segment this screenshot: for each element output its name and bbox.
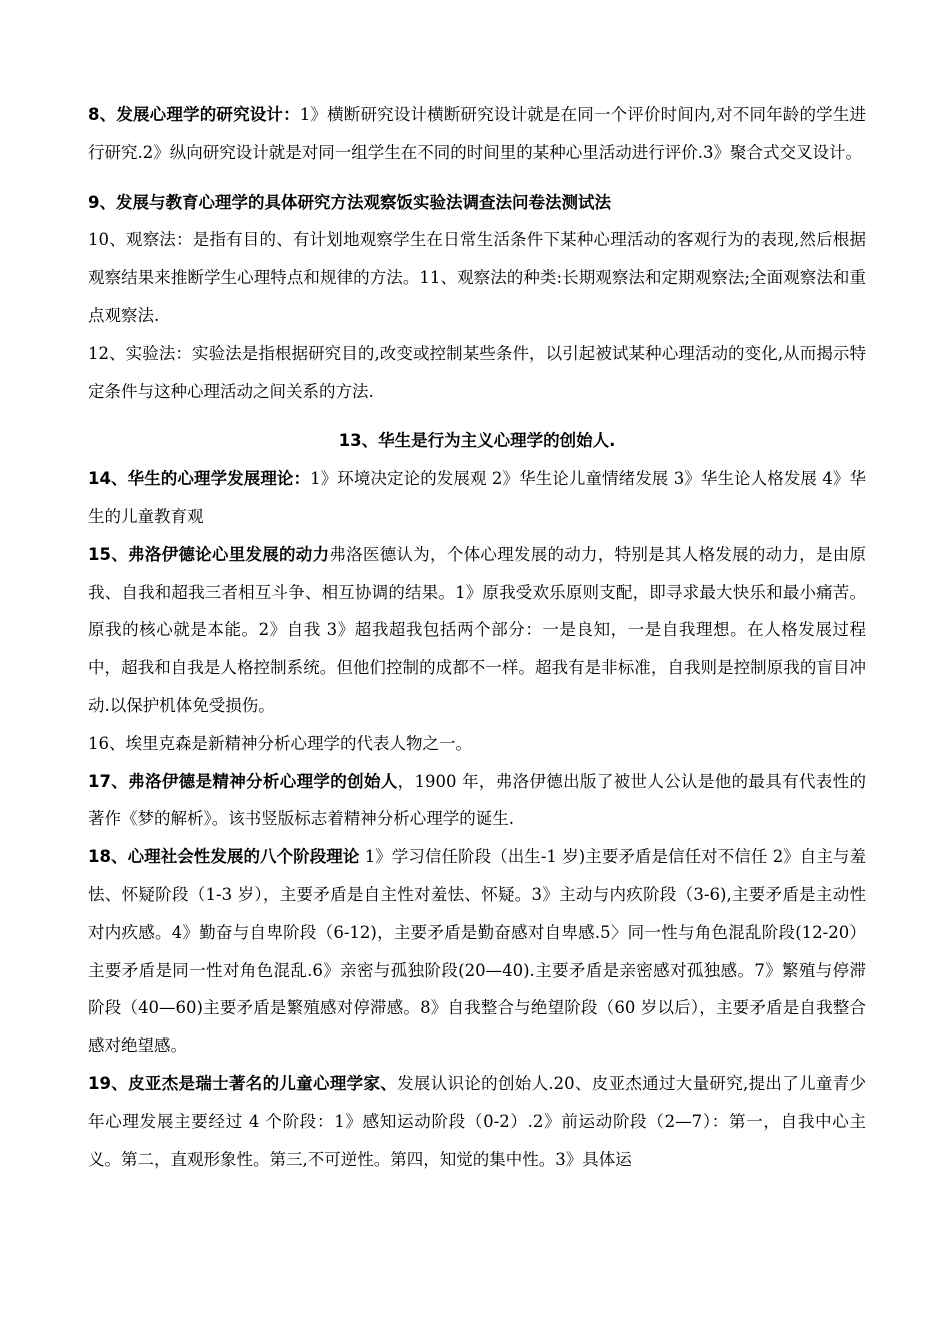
paragraph-10-body: 10、观察法：是指有目的、有计划地观察学生在日常生活条件下某种心理活动的客观行为的表现,然后根据观察结果来推断学生心理特点和规律的方法。11、观察法的种类:长期观察法和定期观察法;全面观察法和重点观察法. (88, 230, 866, 325)
document-page (88, 96, 866, 1178)
paragraph-19 (88, 1065, 866, 1178)
paragraph-9-heading: 9、发展与教育心理学的具体研究方法观察饭实验法调查法问卷法测试法 (88, 192, 611, 212)
paragraph-8 (88, 96, 866, 172)
paragraph-15-body: 弗洛医德认为，个体心理发展的动力，特别是其人格发展的动力，是由原我、自我和超我三者相互斗争、相互协调的结果。1》原我受欢乐原则支配，即寻求最大快乐和最小痛苦。原我的核心就是本能。2》自我 3》超我超我包括两个部分：一是良知，一是自我理想。在人格发展过程中，超我和自我是人格控制系统。但他们控制的成都不一样。超我有是非标准，自我则是控制原我的盲目冲动.以保护机体免受损伤。 (88, 544, 867, 715)
paragraph-8-heading: 8、发展心理学的研究设计： (88, 105, 300, 124)
paragraph-14-body: 1》环境决定论的发展观 2》华生论儿童情绪发展 3》华生论人格发展 4》华生的儿童教育观 (88, 469, 866, 526)
paragraph-12-body: 12、实验法：实验法是指根据研究目的,改变或控制某些条件，以引起被试某种心理活动的变化,从而揭示特定条件与这种心理活动之间关系的方法. (88, 343, 866, 401)
paragraph-18-body: 1》学习信任阶段（出生-1 岁)主要矛盾是信任对不信任 2》自主与羞怯、怀疑阶段（1-3 岁），主要矛盾是自主性对羞怯、怀疑。3》主动与内疚阶段（3-6),主要矛盾是主动性对内疚感。4》勤奋与自卑阶段（6-12)，主要矛盾是勤奋感对自卑感.5〉同一性与角色混乱阶段(12-20）主要矛盾是同一性对角色混乱.6》亲密与孤独阶段(20—40).主要矛盾是亲密感对孤独感。7》繁殖与停滞阶段（40—60)主要矛盾是繁殖感对停滞感。8》自我整合与绝望阶段（60 岁以后），主要矛盾是自我整合感对绝望感。 (88, 847, 866, 1056)
paragraph-19-heading: 19、皮亚杰是瑞士著名的儿童心理学家、 (88, 1073, 398, 1093)
paragraph-13-heading: 13、华生是行为主义心理学的创始人. (338, 431, 616, 451)
paragraph-8-body: 1》横断研究设计横断研究设计就是在同一个评价时间内,对不同年龄的学生进行研究.2》纵向研究设计就是对同一组学生在不同的时间里的某种心里活动进行评价.3》聚合式交叉设计。 (88, 105, 867, 162)
paragraph-16-body: 16、埃里克森是新精神分析心理学的代表人物之一。 (88, 733, 472, 753)
paragraph-14 (88, 460, 866, 536)
paragraph-13 (88, 422, 866, 460)
paragraph-9 (88, 184, 866, 222)
paragraph-18 (88, 838, 866, 1065)
paragraph-19-body: 发展认识论的创始人.20、皮亚杰通过大量研究,提出了儿童青少年心理发展主要经过 4 个阶段：1》感知运动阶段（0-2）.2》前运动阶段（2—7）：第一，自我中心主义。第二，直观形象性。第三,不可逆性。第四，知觉的集中性。3》具体运 (88, 1073, 866, 1169)
paragraph-17 (88, 763, 866, 839)
paragraph-18-heading: 18、心理社会性发展的八个阶段理论 (88, 847, 360, 867)
paragraph-15 (88, 536, 866, 725)
paragraph-12 (88, 335, 866, 411)
paragraph-14-heading: 14、华生的心理学发展理论： (88, 469, 311, 489)
paragraph-17-heading: 17、弗洛伊德是精神分析心理学的创始人 (88, 771, 398, 791)
paragraph-17-body: ，1900 年，弗洛伊德出版了被世人公认是他的最具有代表性的著作《梦的解析》。该书竖版标志着精神分析心理学的诞生. (88, 771, 866, 829)
paragraph-16 (88, 725, 866, 763)
paragraph-10 (88, 221, 866, 334)
paragraph-15-heading: 15、弗洛伊德论心里发展的动力 (88, 544, 330, 564)
